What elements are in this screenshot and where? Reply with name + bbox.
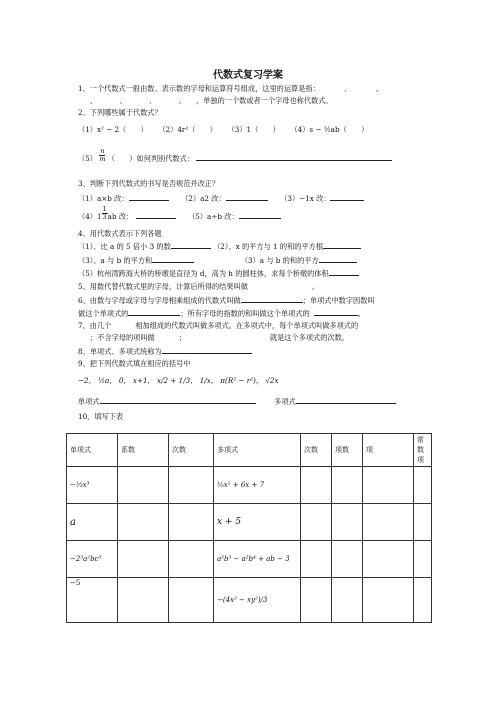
- header-cell: 次数: [169, 434, 214, 467]
- q5-line: 5、用数代替代数式里的字母，计算后所得的结果叫做 。: [78, 282, 320, 291]
- q10-heading: 10、填写下表: [78, 412, 124, 421]
- answer-cell[interactable]: [169, 541, 214, 578]
- answer-cell[interactable]: [332, 578, 363, 623]
- mono-cell: a: [67, 504, 118, 541]
- q3-blank-3[interactable]: [330, 193, 364, 201]
- table-row: [67, 504, 432, 541]
- q3-row2: （4）1 $\frac{1}{3}$ ab 改： （5）a÷b 改：: [78, 211, 281, 221]
- q9-answer-row: 单项式 多项式: [78, 396, 396, 406]
- q6-blank-1[interactable]: [241, 295, 303, 303]
- header-cell: 多项式: [214, 434, 301, 467]
- answer-cell[interactable]: [363, 578, 414, 623]
- q6-line1: 6、由数与字母或字母与字母相乘组成的代数式叫做 ；单项式中数字因数叫: [78, 296, 375, 305]
- q4-blank-3[interactable]: [152, 255, 194, 263]
- answer-cell[interactable]: [169, 578, 214, 623]
- q7-line2: ；不含字母的项叫做 ； 就是这个多项式的次数。: [90, 333, 349, 342]
- q4-blank-2[interactable]: [323, 241, 361, 249]
- mono-cell: −⅓x³: [67, 467, 118, 504]
- answer-cell[interactable]: [363, 541, 414, 578]
- answer-cell[interactable]: [414, 578, 432, 623]
- q6-line2: 做这个单项式的 ；所有字母的指数的和叫做这个单项式的 。: [78, 309, 365, 318]
- q3-blank-5[interactable]: [239, 211, 281, 219]
- q2-answer-blank[interactable]: [196, 153, 392, 161]
- q2-item-3: （3）1（ ）: [227, 125, 280, 134]
- q4-heading: 4、用代数式表示下列各题: [78, 229, 162, 238]
- q2-item-2: （2）4r²（ ）: [158, 125, 217, 134]
- poly-cell: ⅕x² + 6x + 7: [214, 467, 301, 504]
- q8-blank[interactable]: [162, 346, 252, 354]
- q2-item-4: （4）s − ½ab（ ）: [290, 125, 369, 134]
- answer-cell[interactable]: [332, 467, 363, 504]
- answer-cell[interactable]: [118, 578, 169, 623]
- q4-blank-1[interactable]: [171, 241, 211, 249]
- q2-items: [78, 125, 368, 134]
- answer-cell[interactable]: [414, 467, 432, 504]
- header-cell: 常数项: [414, 434, 432, 467]
- answer-cell[interactable]: [169, 467, 214, 504]
- q3-blank-4[interactable]: [136, 211, 176, 219]
- q1-line1: 1、一个代数式一般由数、表示数的字母和运算符号组成，这里的运算是指： 、 、: [78, 84, 383, 93]
- answer-cell[interactable]: [118, 541, 169, 578]
- q4-blank-5[interactable]: [329, 268, 359, 276]
- q1-line2: 、 、 、 、 ，单独的一个数或者一个字母也称代数式。: [90, 96, 333, 105]
- answer-cell[interactable]: [363, 504, 414, 541]
- answer-cell[interactable]: [363, 467, 414, 504]
- answer-cell[interactable]: [118, 504, 169, 541]
- q10-fill-table: [66, 433, 432, 623]
- answer-cell[interactable]: [118, 467, 169, 504]
- answer-cell[interactable]: [169, 504, 214, 541]
- answer-cell[interactable]: [301, 504, 332, 541]
- q4-row1: （1）、比 a 的 5 倍小 3 的数 （2）、x 的平方与 1 的和的平方根: [78, 241, 361, 251]
- q4-row3: （5）杭州湾跨海大桥的桥墩是直径为 d，高为 h 的圆柱体，求每个桥墩的体积: [78, 268, 359, 278]
- q8-line: 8、单项式、多项式统称为: [78, 346, 252, 356]
- q3-row1: （1）a×b 改： （2）a2 改： （3）−1x 改：: [78, 193, 364, 203]
- table-row: [67, 541, 432, 578]
- header-cell: 项数: [332, 434, 363, 467]
- poly-cell: x + 5: [214, 504, 301, 541]
- q2-heading: 2、下列哪些属于代数式？: [78, 108, 162, 117]
- q4-row2: （3）、a 与 b 的平方和 （3）a 与 b 的和的平方: [78, 255, 357, 265]
- table-row: [67, 578, 432, 623]
- answer-cell[interactable]: [414, 504, 432, 541]
- q6-blank-3[interactable]: [314, 308, 358, 316]
- q6-blank-2[interactable]: [128, 308, 180, 316]
- mono-cell: −5: [67, 578, 118, 623]
- table-row: [67, 467, 432, 504]
- page-title: 代数式复习学案: [213, 70, 283, 81]
- header-cell: 次数: [301, 434, 332, 467]
- q2-item-1: （1）x² − 2（ ）: [78, 125, 148, 134]
- header-cell: 项: [363, 434, 414, 467]
- q7-line1: 7、由几个 相加组成的代数式叫做多项式。在多项式中，每个单项式叫做多项式的: [78, 321, 359, 330]
- mono-cell: −2³a²bc³: [67, 541, 118, 578]
- answer-cell[interactable]: [301, 541, 332, 578]
- answer-cell[interactable]: [301, 467, 332, 504]
- q3-blank-1[interactable]: [129, 193, 169, 201]
- q9-mono-blank[interactable]: [100, 396, 256, 404]
- q9-heading: 9、把下列代数式填在相应的括号中: [78, 359, 191, 368]
- q9-poly-blank[interactable]: [296, 396, 396, 404]
- answer-cell[interactable]: [414, 541, 432, 578]
- poly-cell: a²b³ − a²b⁴ + ab − 3: [214, 541, 301, 578]
- answer-cell[interactable]: [332, 504, 363, 541]
- answer-cell[interactable]: [332, 541, 363, 578]
- q9-expressions: −2， ½a， 0， x+1， x/2 + 1/3， 1/x， π(R² − r²)， √2x: [78, 376, 279, 385]
- table-header-row: [67, 434, 432, 467]
- header-cell: 系数: [118, 434, 169, 467]
- q4-blank-4[interactable]: [319, 255, 357, 263]
- q3-heading: 3、判断下列代数式的书写是否规范并改正？: [78, 179, 220, 188]
- header-cell: 单项式: [67, 434, 118, 467]
- q2-item-5: （5） $\frac{n}{m}$ （ ）如何判别代数式：: [78, 153, 392, 163]
- q3-blank-2[interactable]: [226, 193, 268, 201]
- answer-cell[interactable]: [301, 578, 332, 623]
- poly-cell: −(4x² − xy²)/3: [214, 578, 301, 623]
